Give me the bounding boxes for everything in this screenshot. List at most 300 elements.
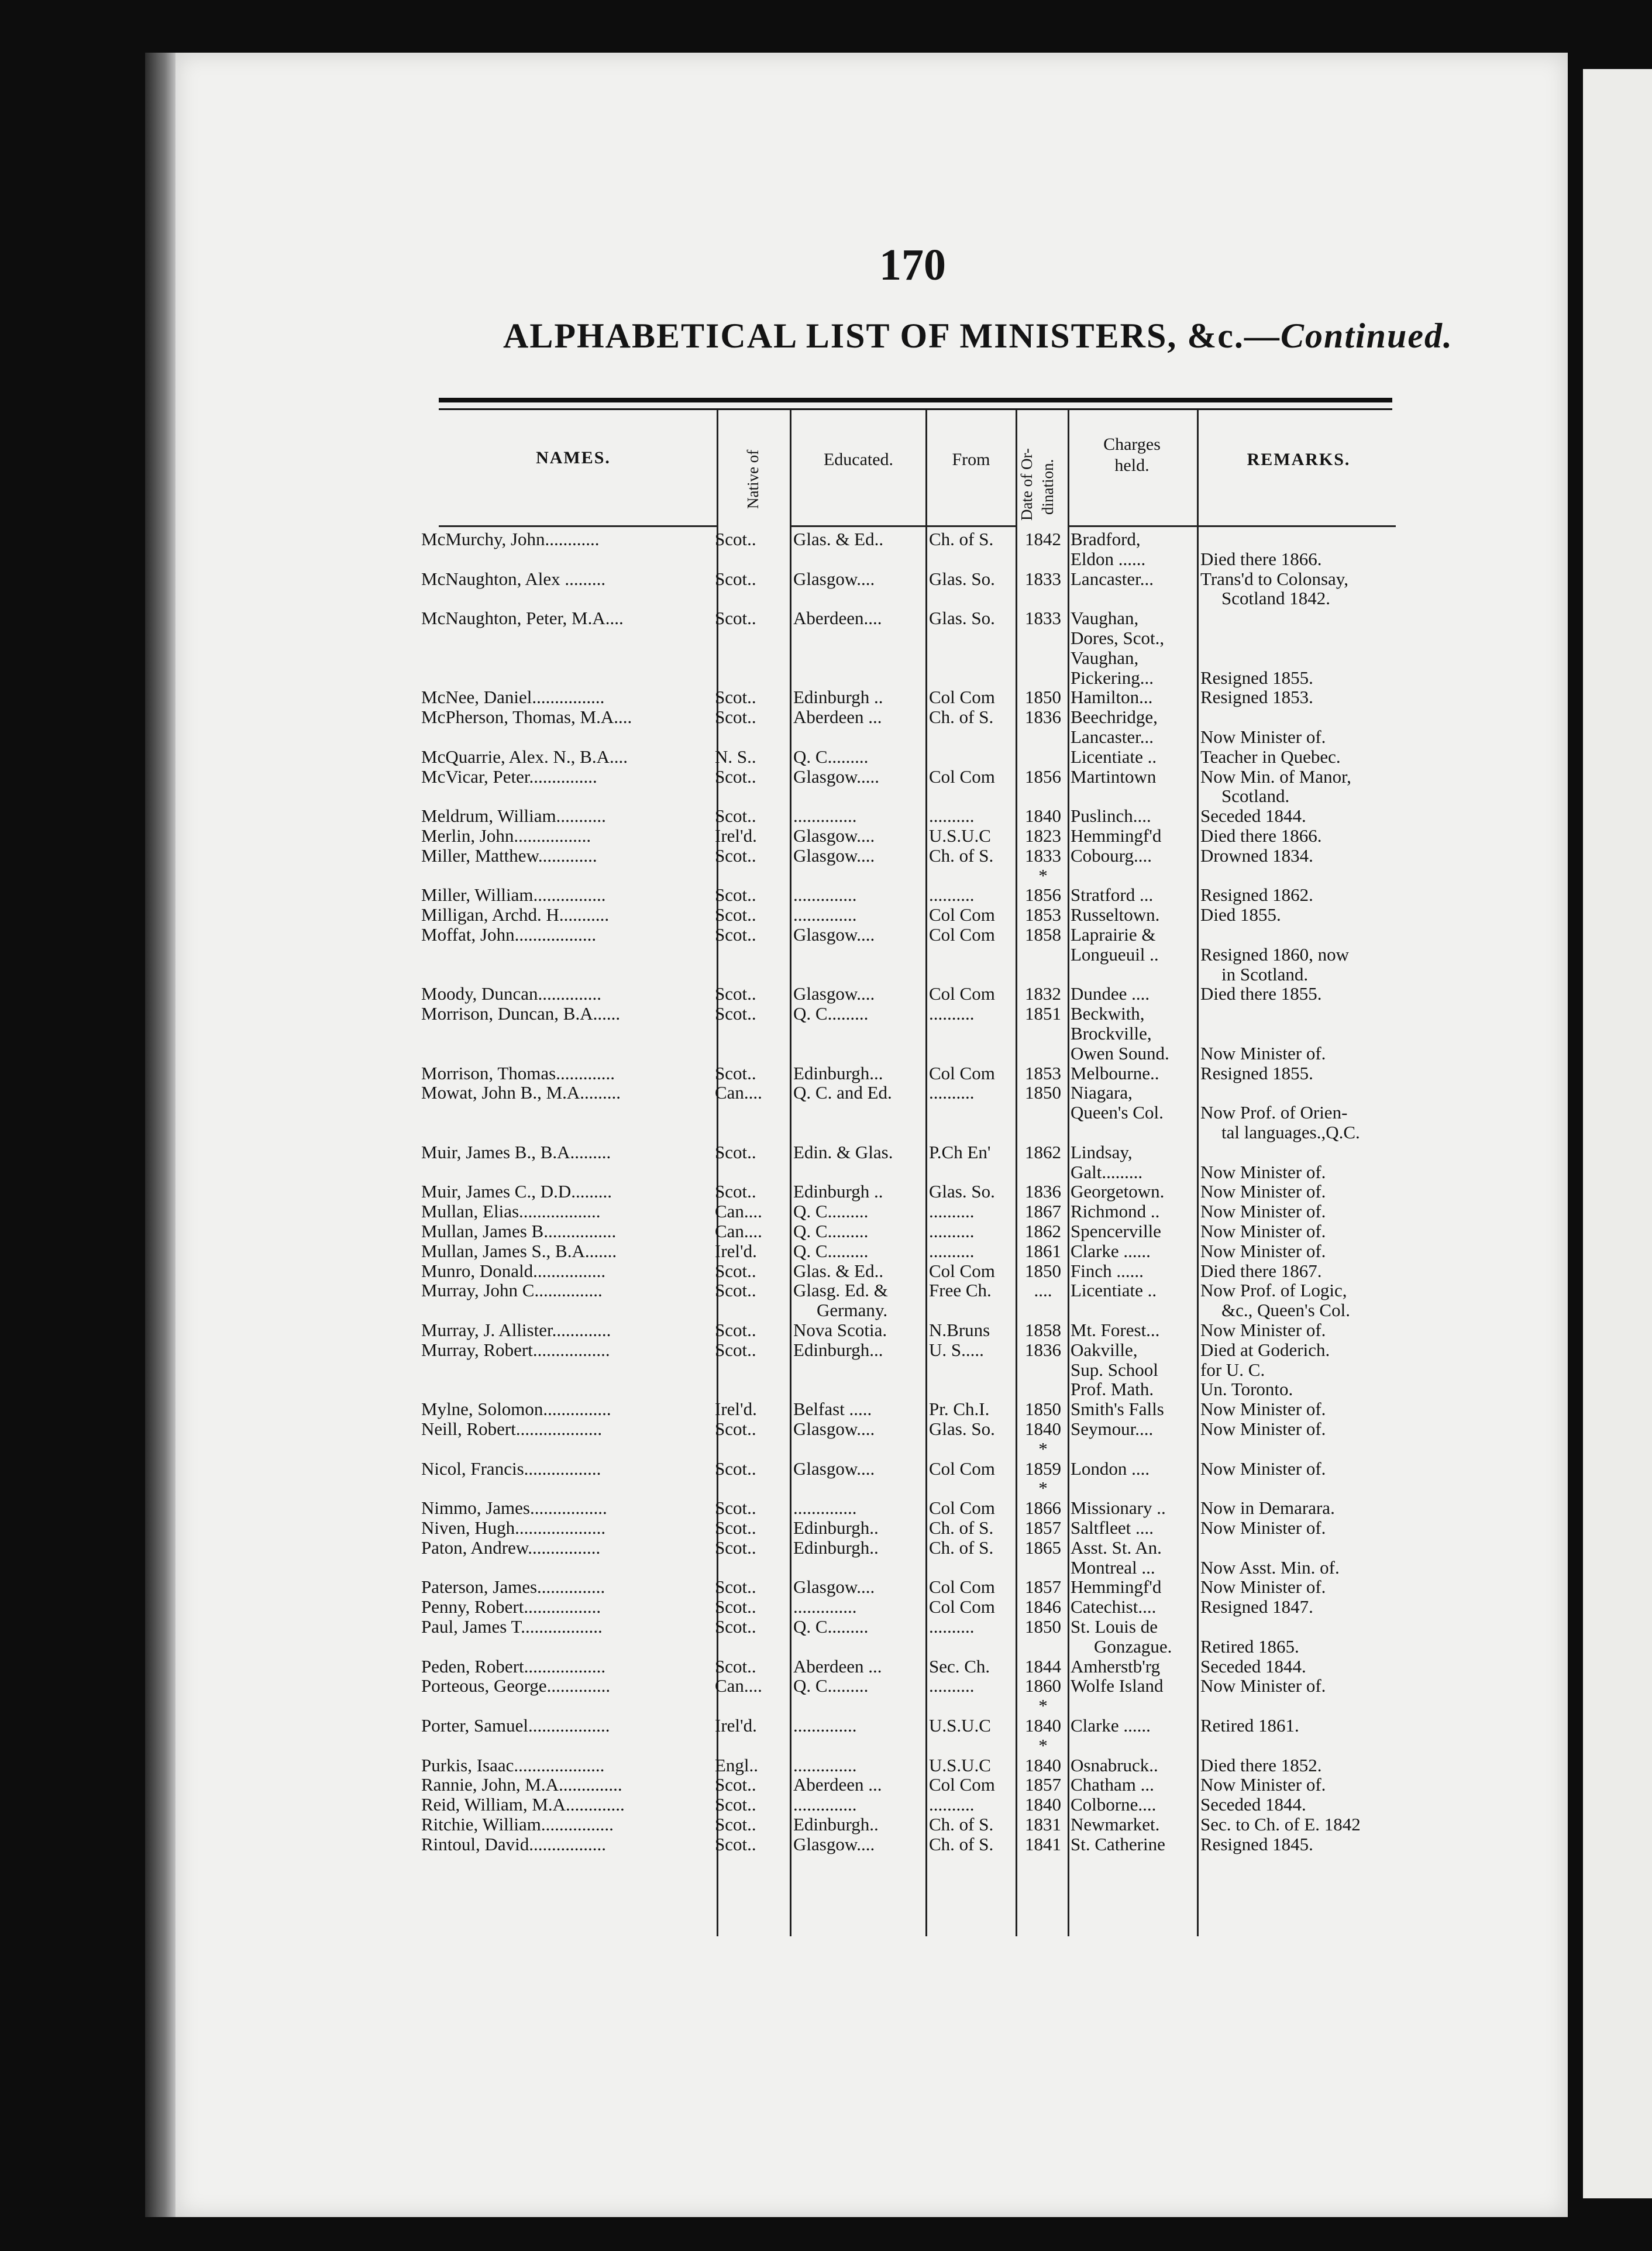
heading-continued: Continued. xyxy=(1280,316,1454,355)
date-cell: 1850 xyxy=(1025,687,1061,708)
date-cell: 1856 xyxy=(1025,885,1061,906)
date-cell: 1850 xyxy=(1025,1399,1061,1420)
from-cell: .......... xyxy=(929,885,975,906)
table-row xyxy=(0,984,1652,1004)
charges-cell: Brockville, xyxy=(1071,1024,1152,1044)
date-cell: 1836 xyxy=(1025,707,1061,728)
remarks-cell: Now Prof. of Orien- xyxy=(1200,1103,1348,1123)
table-row xyxy=(0,1004,1652,1024)
educated-cell: Aberdeen.... xyxy=(793,608,882,629)
table-row xyxy=(0,668,1652,688)
educated-cell: Aberdeen ... xyxy=(793,1775,882,1795)
educated-cell: Edinburgh.. xyxy=(793,1537,879,1558)
date-cell: 1851 xyxy=(1025,1004,1061,1024)
date-cell: 1842 xyxy=(1025,529,1061,549)
table-row xyxy=(0,866,1652,886)
from-cell: .......... xyxy=(929,1795,975,1815)
charges-cell: Clarke ...... xyxy=(1071,1716,1151,1736)
remarks-cell: Scotland 1842. xyxy=(1221,588,1330,609)
native-cell: Can.... xyxy=(715,1221,762,1241)
educated-cell: Aberdeen ... xyxy=(793,707,882,728)
native-cell: Scot.. xyxy=(715,885,756,906)
educated-cell: Q. C......... xyxy=(793,746,869,767)
name-cell: Mowat, John B., M.A......... xyxy=(421,1083,621,1103)
table-row xyxy=(0,1024,1652,1044)
table-row xyxy=(0,885,1652,905)
from-cell: Col Com xyxy=(929,1458,995,1479)
educated-cell: Glasgow.... xyxy=(793,1419,875,1439)
table-row xyxy=(0,1696,1652,1716)
date-cell: .... xyxy=(1034,1281,1052,1301)
charges-cell: Catechist.... xyxy=(1071,1597,1157,1617)
from-cell: Col Com xyxy=(929,766,995,787)
native-cell: Scot.. xyxy=(715,1537,756,1558)
name-cell: Neill, Robert................... xyxy=(421,1419,603,1439)
remarks-cell: Resigned 1860, now xyxy=(1200,944,1350,965)
educated-cell: Q. C. and Ed. xyxy=(793,1083,892,1103)
date-cell: * xyxy=(1038,1735,1048,1756)
remarks-cell: Resigned 1847. xyxy=(1200,1597,1313,1617)
name-cell: Nimmo, James................. xyxy=(421,1498,607,1519)
native-cell: Scot.. xyxy=(715,1795,756,1815)
charges-cell: Queen's Col. xyxy=(1071,1103,1164,1123)
from-cell: .......... xyxy=(929,1221,975,1241)
educated-cell: Glasgow.... xyxy=(793,569,875,589)
educated-cell: Q. C......... xyxy=(793,1202,869,1222)
from-cell: .......... xyxy=(929,1676,975,1696)
name-cell: Milligan, Archd. H........... xyxy=(421,905,610,925)
remarks-cell: Trans'd to Colonsay, xyxy=(1200,569,1349,589)
charges-cell: Cobourg.... xyxy=(1071,845,1152,866)
table-row xyxy=(0,1439,1652,1459)
charges-cell: Galt......... xyxy=(1071,1162,1143,1182)
native-cell: Scot.. xyxy=(715,1617,756,1637)
name-cell: Porter, Samuel.................. xyxy=(421,1716,610,1736)
table-row xyxy=(0,1419,1652,1439)
charges-cell: Lancaster... xyxy=(1071,569,1154,589)
name-cell: Miller, William................ xyxy=(421,885,606,906)
native-cell: Scot.. xyxy=(715,687,756,708)
charges-cell: Owen Sound. xyxy=(1071,1043,1169,1063)
name-cell: Merlin, John................. xyxy=(421,826,591,846)
from-cell: Ch. of S. xyxy=(929,1834,994,1854)
educated-cell: Edinburgh.. xyxy=(793,1518,879,1538)
table-row xyxy=(0,1815,1652,1834)
native-cell: Can.... xyxy=(715,1202,762,1222)
column-header-names: NAMES. xyxy=(536,448,611,467)
name-cell: Moffat, John.................. xyxy=(421,925,597,945)
charges-cell: Oakville, xyxy=(1071,1340,1138,1360)
date-cell: 1823 xyxy=(1025,826,1061,846)
name-cell: Murray, J. Allister............. xyxy=(421,1320,611,1340)
native-cell: Scot.. xyxy=(715,1815,756,1834)
table-row xyxy=(0,1459,1652,1479)
educated-cell: Aberdeen ... xyxy=(793,1656,882,1677)
remarks-cell: Now Minister of. xyxy=(1200,1399,1326,1420)
table-row xyxy=(0,687,1652,707)
charges-cell: Wolfe Island xyxy=(1071,1676,1164,1696)
date-cell: 1861 xyxy=(1025,1241,1061,1261)
date-cell: 1840 xyxy=(1025,1755,1061,1775)
table-row xyxy=(0,1261,1652,1281)
native-cell: Scot.. xyxy=(715,984,756,1004)
from-cell: Col Com xyxy=(929,1577,995,1598)
table-row xyxy=(0,529,1652,549)
charges-cell: Mt. Forest... xyxy=(1071,1320,1160,1340)
name-cell: Muir, James C., D.D......... xyxy=(421,1182,612,1202)
native-cell: Scot.. xyxy=(715,1004,756,1024)
name-cell: Meldrum, William........... xyxy=(421,806,606,827)
educated-cell: .............. xyxy=(793,806,857,827)
charges-cell: Smith's Falls xyxy=(1071,1399,1164,1420)
name-cell: Rintoul, David................. xyxy=(421,1834,607,1854)
charges-cell: Prof. Math. xyxy=(1071,1379,1154,1400)
date-cell: 1831 xyxy=(1025,1815,1061,1834)
from-cell: Ch. of S. xyxy=(929,1537,994,1558)
table-row xyxy=(0,1063,1652,1083)
from-cell: .......... xyxy=(929,1004,975,1024)
remarks-cell: in Scotland. xyxy=(1221,964,1309,985)
educated-cell: Glasgow.... xyxy=(793,1834,875,1854)
from-cell: .......... xyxy=(929,1617,975,1637)
name-cell: Purkis, Isaac.................... xyxy=(421,1755,605,1775)
table-row xyxy=(0,1597,1652,1617)
charges-cell: Beckwith, xyxy=(1071,1004,1145,1024)
charges-cell: Melbourne.. xyxy=(1071,1063,1159,1083)
remarks-cell: Retired 1865. xyxy=(1200,1636,1299,1657)
remarks-cell: Now Minister of. xyxy=(1200,1458,1326,1479)
charges-cell: Russeltown. xyxy=(1071,905,1160,925)
charges-cell: Saltfleet .... xyxy=(1071,1518,1154,1538)
educated-cell: Edinburgh .. xyxy=(793,687,883,708)
date-cell: 1833 xyxy=(1025,845,1061,866)
table-row xyxy=(0,1182,1652,1202)
remarks-cell: Died at Goderich. xyxy=(1200,1340,1330,1360)
table-row xyxy=(0,1103,1652,1123)
from-cell: U.S.U.C xyxy=(929,1755,991,1775)
date-cell: * xyxy=(1038,1696,1048,1716)
column-header-from: From xyxy=(952,450,990,469)
remarks-cell: Now in Demarara. xyxy=(1200,1498,1335,1519)
remarks-cell: for U. C. xyxy=(1200,1359,1265,1380)
native-cell: Scot.. xyxy=(715,1577,756,1598)
charges-cell: Newmarket. xyxy=(1071,1815,1160,1834)
charges-cell: Richmond .. xyxy=(1071,1202,1160,1222)
remarks-cell: Now Minister of. xyxy=(1200,1182,1326,1202)
charges-cell: Sup. School xyxy=(1071,1359,1158,1380)
charges-cell: Clarke ...... xyxy=(1071,1241,1151,1261)
charges-cell: St. Catherine xyxy=(1071,1834,1165,1854)
charges-cell: Spencerville xyxy=(1071,1221,1161,1241)
date-cell: 1850 xyxy=(1025,1083,1061,1103)
table-row xyxy=(0,1756,1652,1775)
name-cell: Miller, Matthew............. xyxy=(421,845,597,866)
name-cell: McMurchy, John............ xyxy=(421,529,600,549)
date-cell: 1857 xyxy=(1025,1518,1061,1538)
column-header-charges-1: Charges xyxy=(1103,435,1161,454)
remarks-cell: Drowned 1834. xyxy=(1200,845,1313,866)
name-cell: Morrison, Thomas............. xyxy=(421,1063,615,1083)
name-cell: Ritchie, William................ xyxy=(421,1815,614,1834)
remarks-cell: Died there 1866. xyxy=(1200,549,1322,569)
table-row xyxy=(0,806,1652,826)
table-row xyxy=(0,826,1652,846)
native-cell: Scot.. xyxy=(715,1834,756,1854)
educated-cell: .............. xyxy=(793,1597,857,1617)
column-header-native: Native of xyxy=(744,449,762,509)
native-cell: Scot.. xyxy=(715,1597,756,1617)
page-number: 170 xyxy=(879,240,946,290)
name-cell: Rannie, John, M.A.............. xyxy=(421,1775,622,1795)
table-row xyxy=(0,1834,1652,1854)
name-cell: Mullan, James S., B.A....... xyxy=(421,1241,617,1261)
native-cell: Scot.. xyxy=(715,529,756,549)
date-cell: 1836 xyxy=(1025,1182,1061,1202)
table-row xyxy=(0,1518,1652,1538)
date-cell: 1862 xyxy=(1025,1142,1061,1162)
charges-cell: Vaughan, xyxy=(1071,648,1139,668)
educated-cell: Nova Scotia. xyxy=(793,1320,887,1340)
educated-cell: Glasgow.... xyxy=(793,1458,875,1479)
date-cell: 1858 xyxy=(1025,1320,1061,1340)
from-cell: Col Com xyxy=(929,1498,995,1519)
table-row xyxy=(0,1360,1652,1380)
table-row xyxy=(0,747,1652,767)
from-cell: Ch. of S. xyxy=(929,529,994,549)
remarks-cell: Now Minister of. xyxy=(1200,1419,1326,1439)
table-row xyxy=(0,1676,1652,1696)
native-cell: Scot.. xyxy=(715,1498,756,1519)
from-cell: P.Ch En' xyxy=(929,1142,991,1162)
table-row xyxy=(0,1379,1652,1399)
from-cell: Col Com xyxy=(929,905,995,925)
educated-cell: Glasgow.... xyxy=(793,1577,875,1598)
charges-cell: Asst. St. An. xyxy=(1071,1537,1162,1558)
charges-cell: Osnabruck.. xyxy=(1071,1755,1158,1775)
remarks-cell: Seceded 1844. xyxy=(1200,806,1306,827)
remarks-cell: Resigned 1853. xyxy=(1200,687,1313,708)
name-cell: McVicar, Peter............... xyxy=(421,766,597,787)
date-cell: 1856 xyxy=(1025,766,1061,787)
charges-cell: Licentiate .. xyxy=(1071,746,1157,767)
remarks-cell: Now Minister of. xyxy=(1200,1577,1326,1598)
name-cell: Niven, Hugh.................... xyxy=(421,1518,606,1538)
educated-cell: .............. xyxy=(793,1795,857,1815)
native-cell: Scot.. xyxy=(715,845,756,866)
name-cell: McNaughton, Alex ......... xyxy=(421,569,606,589)
table-row xyxy=(0,1657,1652,1677)
date-cell: 1857 xyxy=(1025,1775,1061,1795)
from-cell: Col Com xyxy=(929,984,995,1004)
charges-cell: Hamilton... xyxy=(1071,687,1153,708)
from-cell: Col Com xyxy=(929,1775,995,1795)
date-cell: 1850 xyxy=(1025,1617,1061,1637)
native-cell: Scot.. xyxy=(715,1656,756,1677)
remarks-cell: Resigned 1845. xyxy=(1200,1834,1313,1854)
table-row xyxy=(0,1577,1652,1597)
name-cell: Paul, James T.................. xyxy=(421,1617,603,1637)
native-cell: Scot.. xyxy=(715,905,756,925)
from-cell: Ch. of S. xyxy=(929,1815,994,1834)
educated-cell: Q. C......... xyxy=(793,1221,869,1241)
educated-cell: Glasgow.... xyxy=(793,984,875,1004)
table-row xyxy=(0,1617,1652,1637)
table-row xyxy=(0,1478,1652,1498)
remarks-cell: Now Minister of. xyxy=(1200,1676,1326,1696)
table-row xyxy=(0,1202,1652,1221)
date-cell: 1840 xyxy=(1025,1716,1061,1736)
educated-cell: Edinburgh... xyxy=(793,1340,883,1360)
table-row xyxy=(0,1320,1652,1340)
native-cell: Irel'd. xyxy=(715,1716,757,1736)
educated-cell: Edinburgh... xyxy=(793,1063,883,1083)
name-cell: Nicol, Francis................. xyxy=(421,1458,601,1479)
from-cell: Sec. Ch. xyxy=(929,1656,990,1677)
from-cell: U.S.U.C xyxy=(929,826,991,846)
charges-cell: Longueuil .. xyxy=(1071,944,1159,965)
native-cell: Scot.. xyxy=(715,1458,756,1479)
remarks-cell: Died 1855. xyxy=(1200,905,1281,925)
educated-cell: Edinburgh .. xyxy=(793,1182,883,1202)
native-cell: Scot.. xyxy=(715,766,756,787)
name-cell: Mylne, Solomon............... xyxy=(421,1399,611,1420)
from-cell: Pr. Ch.I. xyxy=(929,1399,990,1420)
educated-cell: Glasgow.... xyxy=(793,925,875,945)
table-row xyxy=(0,1498,1652,1518)
charges-cell: Dores, Scot., xyxy=(1071,628,1165,648)
remarks-cell: Died there 1852. xyxy=(1200,1755,1322,1775)
date-cell: 1840 xyxy=(1025,1795,1061,1815)
date-cell: 1846 xyxy=(1025,1597,1061,1617)
date-cell: 1832 xyxy=(1025,984,1061,1004)
native-cell: Scot.. xyxy=(715,806,756,827)
name-cell: Murray, Robert................. xyxy=(421,1340,610,1360)
table-row xyxy=(0,1775,1652,1795)
name-cell: McQuarrie, Alex. N., B.A.... xyxy=(421,746,628,767)
charges-cell: Martintown xyxy=(1071,766,1157,787)
charges-cell: Lindsay, xyxy=(1071,1142,1133,1162)
table-row xyxy=(0,1736,1652,1756)
name-cell: Reid, William, M.A............. xyxy=(421,1795,625,1815)
table-row xyxy=(0,1558,1652,1578)
column-header-remarks: REMARKS. xyxy=(1247,450,1351,469)
charges-cell: Bradford, xyxy=(1071,529,1141,549)
table-row xyxy=(0,1083,1652,1103)
educated-cell: Germany. xyxy=(817,1300,888,1321)
table-row xyxy=(0,1716,1652,1736)
educated-cell: .............. xyxy=(793,1716,857,1736)
charges-cell: Gonzague. xyxy=(1094,1636,1172,1657)
name-cell: Paton, Andrew................ xyxy=(421,1537,601,1558)
table-row xyxy=(0,569,1652,589)
date-cell: 1833 xyxy=(1025,608,1061,629)
from-cell: .......... xyxy=(929,806,975,827)
native-cell: Scot.. xyxy=(715,1281,756,1301)
educated-cell: Glasgow..... xyxy=(793,766,879,787)
name-cell: Mullan, Elias.................. xyxy=(421,1202,601,1222)
remarks-cell: Now Minister of. xyxy=(1200,1162,1326,1182)
native-cell: Scot.. xyxy=(715,1340,756,1360)
charges-cell: Chatham ... xyxy=(1071,1775,1154,1795)
name-cell: McPherson, Thomas, M.A.... xyxy=(421,707,632,728)
native-cell: Scot.. xyxy=(715,925,756,945)
native-cell: N. S.. xyxy=(715,746,756,767)
charges-cell: Amherstb'rg xyxy=(1071,1656,1161,1677)
charges-cell: Lancaster... xyxy=(1071,727,1154,747)
date-cell: 1860 xyxy=(1025,1676,1061,1696)
name-cell: Muir, James B., B.A......... xyxy=(421,1142,611,1162)
date-cell: 1853 xyxy=(1025,905,1061,925)
table-row xyxy=(0,1637,1652,1657)
heading-title: ALPHABETICAL LIST OF MINISTERS, &c.— xyxy=(503,316,1281,355)
native-cell: Scot.. xyxy=(715,1063,756,1083)
from-cell: U.S.U.C xyxy=(929,1716,991,1736)
educated-cell: .............. xyxy=(793,1498,857,1519)
remarks-cell: Now Minister of. xyxy=(1200,1241,1326,1261)
from-cell: Col Com xyxy=(929,925,995,945)
table-row xyxy=(0,905,1652,925)
remarks-cell: Now Minister of. xyxy=(1200,727,1326,747)
native-cell: Irel'd. xyxy=(715,826,757,846)
table-row xyxy=(0,1795,1652,1815)
date-cell: * xyxy=(1038,1478,1048,1499)
charges-cell: Niagara, xyxy=(1071,1083,1133,1103)
charges-cell: Hemmingf'd xyxy=(1071,1577,1162,1598)
table-row xyxy=(0,786,1652,806)
date-cell: 1867 xyxy=(1025,1202,1061,1222)
native-cell: Scot.. xyxy=(715,569,756,589)
native-cell: Scot.. xyxy=(715,1419,756,1439)
from-cell: .......... xyxy=(929,1241,975,1261)
charges-cell: London .... xyxy=(1071,1458,1150,1479)
column-header-charges-2: held. xyxy=(1114,456,1149,475)
from-cell: .......... xyxy=(929,1202,975,1222)
from-cell: Col Com xyxy=(929,687,995,708)
charges-cell: St. Louis de xyxy=(1071,1617,1158,1637)
from-cell: Col Com xyxy=(929,1261,995,1281)
column-header-date-1: Date of Or- xyxy=(1018,448,1035,521)
native-cell: Scot.. xyxy=(715,1142,756,1162)
from-cell: Glas. So. xyxy=(929,608,995,629)
date-cell: 1833 xyxy=(1025,569,1061,589)
table-row xyxy=(0,549,1652,569)
date-cell: 1850 xyxy=(1025,1261,1061,1281)
table-row xyxy=(0,1142,1652,1162)
remarks-cell: Now Asst. Min. of. xyxy=(1200,1557,1340,1578)
name-cell: Munro, Donald................ xyxy=(421,1261,606,1281)
table-row xyxy=(0,588,1652,608)
remarks-cell: Sec. to Ch. of E. 1842 xyxy=(1200,1815,1361,1834)
from-cell: Glas. So. xyxy=(929,569,995,589)
native-cell: Scot.. xyxy=(715,1182,756,1202)
name-cell: Penny, Robert................. xyxy=(421,1597,601,1617)
table-row xyxy=(0,1340,1652,1360)
educated-cell: Q. C......... xyxy=(793,1004,869,1024)
date-cell: 1866 xyxy=(1025,1498,1061,1519)
charges-cell: Vaughan, xyxy=(1071,608,1139,629)
from-cell: Glas. So. xyxy=(929,1182,995,1202)
educated-cell: Q. C......... xyxy=(793,1617,869,1637)
table-row xyxy=(0,1300,1652,1320)
native-cell: Scot.. xyxy=(715,1261,756,1281)
column-header-date-2: dination. xyxy=(1039,459,1056,515)
educated-cell: Glas. & Ed.. xyxy=(793,1261,884,1281)
remarks-cell: Now Minister of. xyxy=(1200,1043,1326,1063)
charges-cell: Georgetown. xyxy=(1071,1182,1165,1202)
date-cell: 1858 xyxy=(1025,925,1061,945)
name-cell: Porteous, George.............. xyxy=(421,1676,611,1696)
date-cell: 1844 xyxy=(1025,1656,1061,1677)
